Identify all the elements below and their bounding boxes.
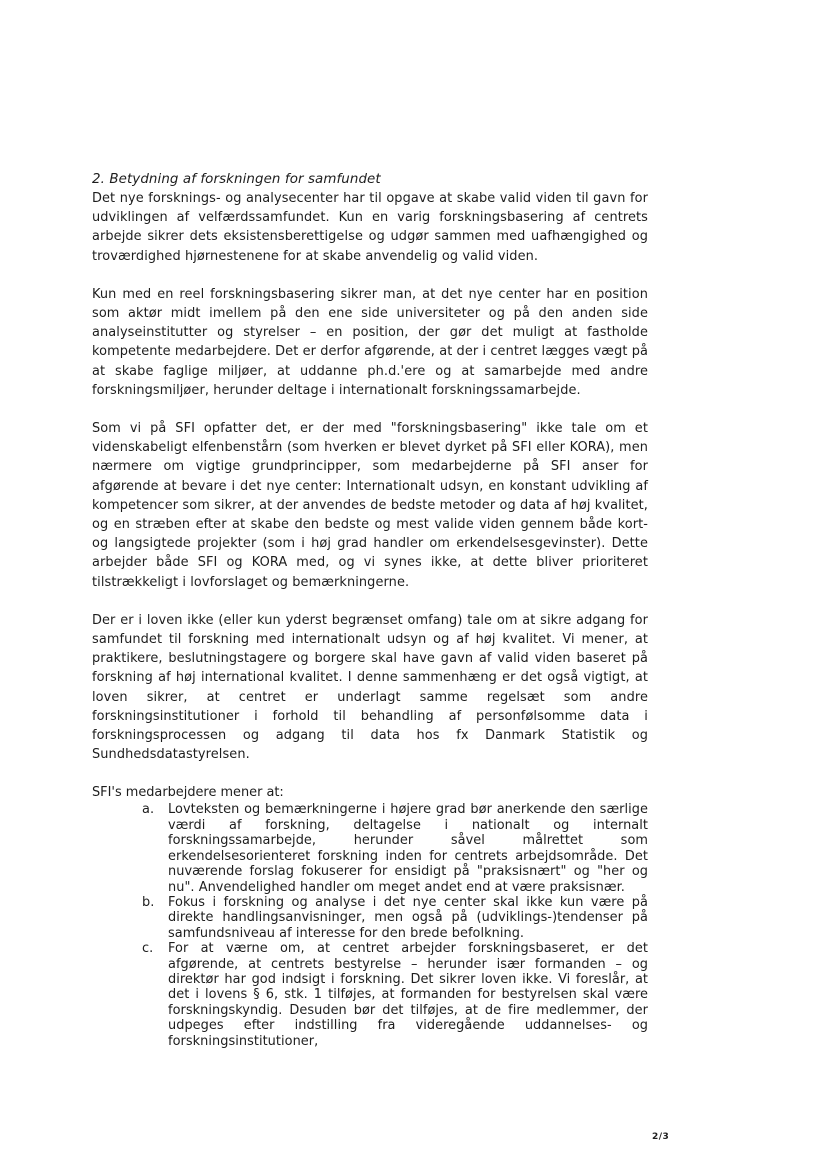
list-marker: a. <box>142 802 155 818</box>
paragraph: Kun med en reel forskningsbasering sikrer man, at det nye center har en position som aktør midt imellem på den ene side universiteter og på den anden side analyseinstitutter og styrelser – en position, der gør det muligt at fastholde kompetente medarbejdere. Det er derfor afgørende, at der i centret lægges vægt på at skabe faglige miljøer, at uddanne ph.d.'ere og at samarbejde med andre forskningsmiljøer, herunder deltage i internationalt forskningssamarbejde. <box>92 286 648 398</box>
paragraph: Det nye forsknings- og analysecenter har til opgave at skabe valid viden til gavn for udviklingen af velfærdssamfundet. Kun en varig forskningsbasering af centrets arbejde sikrer dets eksistensberettigelse og udgør sammen med uafhængighed og troværdighed hjørnestenene for at skabe anvendelig og valid viden. <box>92 191 648 264</box>
list-item-text: For at værne om, at centret arbejder forskningsbaseret, er det afgørende, at centrets bestyrelse – herunder især formanden – og direktør har god indsigt i forskning. Det sikrer loven ikke. Vi foreslår, at det i lovens § 6, stk. 1 tilføjes, at formanden for bestyrelsen skal være forskningskyndig. Desuden bør det tilføjes, at de fire medlemmer, der udpeges efter indstilling fra videregående uddannelses- og forskningsinstitutioner, <box>168 941 648 1049</box>
list-item <box>92 941 648 1049</box>
paragraph: Som vi på SFI opfatter det, er der med "forskningsbasering" ikke tale om et videnskabeligt elfenbenstårn (som hverken er blevet dyrket på SFI eller KORA), men nærmere om vigtige grundprincipper, som medarbejderne på SFI anser for afgørende at bevare i det nye center: Internationalt udsyn, en konstant udvikling af kompetencer som sikrer, at der anvendes de bedste metoder og data af høj kvalitet, og en stræben efter at skabe den bedste og mest valide viden gennem både kort- og langsigtede projekter (som i høj grad handler om erkendelsesgevinster). Dette arbejder både SFI og KORA med, og vi synes ikke, at dette bliver prioriteret tilstrækkeligt i lovforslaget og bemærkningerne. <box>92 421 648 590</box>
paragraph: Der er i loven ikke (eller kun yderst begrænset omfang) tale om at sikre adgang for samfundet til forskning med internationalt udsyn og af høj kvalitet. Vi mener, at praktikere, beslutningstagere og borgere skal have gavn af valid viden baseret på forskning af høj international kvalitet. I denne sammenhæng er det også vigtigt, at loven sikrer, at centret er underlagt samme regelsæt som andre forskningsinstitutioner i forhold til behandling af personfølsomme data i forskningsprocessen og adgang til data hos fx Danmark Statistik og Sundhedsdatastyrelsen. <box>92 612 648 763</box>
recommendation-list <box>92 802 648 1049</box>
page-number: 2/3 <box>652 1132 670 1142</box>
list-marker: b. <box>142 894 155 910</box>
list-item-text: Fokus i forskning og analyse i det nye center skal ikke kun være på direkte handlingsanvisninger, men også på (udviklings-)tendenser på samfundsniveau af interesse for den brede befolkning. <box>168 894 648 941</box>
list-marker: c. <box>142 941 154 957</box>
list-intro: SFI's medarbejdere mener at: <box>92 785 284 801</box>
list-item-text: Lovteksten og bemærkningerne i højere grad bør anerkende den særlige værdi af forskning, deltagelse i nationalt og internalt forskningssamarbejde, herunder såvel målrettet som erkendelsesorienteret forskning inden for centrets arbejdsområde. Det nuværende forslag fokuserer for ensidigt på "praksisnært" og "her og nu". Anvendelighed handler om meget andet end at være praksisnær. <box>168 802 648 895</box>
document-body <box>92 170 648 1049</box>
list-item <box>92 802 648 894</box>
list-item <box>92 895 648 941</box>
section-heading: 2. Betydning af forskningen for samfundet <box>92 172 381 187</box>
